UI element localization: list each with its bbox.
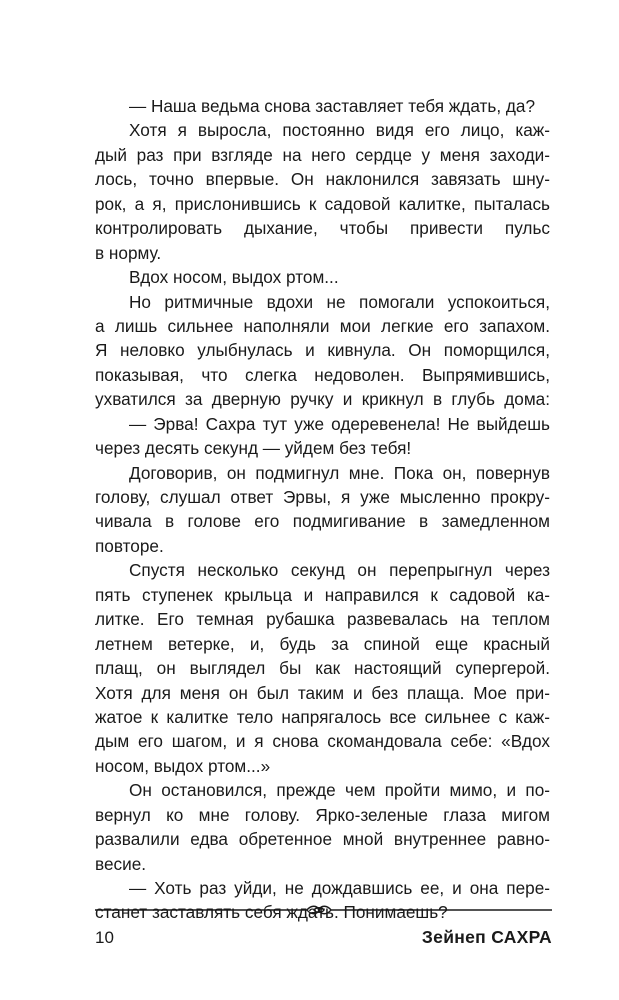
- text-line: — Эрва! Сахра тут уже одеревенела! Не выйдешь: [129, 413, 550, 434]
- text-line: контролировать дыхание, чтобы привести пульс: [95, 218, 550, 239]
- text-line: станет заставлять себя ждать. Понимаешь?: [95, 902, 448, 923]
- text-line: ухватился за дверную ручку и крикнул в глубь дома:: [95, 389, 550, 410]
- text-line: Договорив, он подмигнул мне. Пока он, повернув: [129, 462, 550, 483]
- text-line: вернул ко мне голову. Ярко-зеленые глаза мигом: [95, 804, 550, 825]
- text-line: рок, а я, прислонившись к садовой калитке, пыталась: [95, 193, 550, 214]
- text-line: летнем ветерке, и, будь за спиной еще красный: [95, 633, 550, 654]
- text-line: голову, слушал ответ Эрвы, я уже мысленно прокру-: [95, 487, 550, 507]
- text-line: развалили едва обретенное мной внутреннее равно-: [95, 829, 550, 850]
- text-line: Он остановился, прежде чем пройти мимо, и по-: [129, 780, 550, 801]
- text-line: весие.: [95, 853, 147, 874]
- text-line: Я неловко улыбнулась и кивнула. Он поморщился,: [95, 340, 550, 361]
- text-line: — Хоть раз уйди, не дождавшись ее, и она пере-: [129, 878, 550, 898]
- text-line: жатое к калитке тело напрягалось все сильнее с каж-: [95, 706, 550, 727]
- text-line: показывая, что слегка недоволен. Выпрямившись,: [95, 364, 550, 385]
- text-line: носом, выдох ртом...»: [95, 755, 271, 776]
- text-line: дым его шагом, и я снова скомандовала себе: «Вдох: [95, 731, 550, 752]
- text-line: Хотя я выросла, постоянно видя его лицо, каж-: [129, 120, 550, 141]
- text-line: лось, точно впервые. Он наклонился завязать шну-: [95, 169, 550, 190]
- text-line: повторе.: [95, 535, 164, 556]
- text-line: литке. Его темная рубашка развевалась на теплом: [95, 609, 550, 630]
- text-line: дый раз при взгляде на него сердце у меня заходи-: [95, 144, 550, 165]
- running-head: Зейнеп САХРА: [421, 927, 552, 947]
- text-line: пять ступенек крыльца и направился к садовой ка-: [95, 584, 550, 605]
- text-line: Вдох носом, выдох ртом...: [129, 267, 339, 288]
- text-line: Хотя для меня он был таким и без плаща. Мое при-: [95, 682, 550, 703]
- text-line: плащ, он выглядел бы как настоящий супергерой.: [95, 658, 550, 679]
- body-text: [95, 94, 550, 925]
- text-line: а лишь сильнее наполняли мои легкие его запахом.: [95, 315, 550, 336]
- text-line: в норму.: [95, 242, 162, 263]
- text-line: — Наша ведьма снова заставляет тебя ждать, да?: [129, 96, 536, 116]
- text-line: через десять секунд — уйдем без тебя!: [95, 438, 412, 459]
- page-number: 10: [95, 928, 114, 947]
- text-line: Спустя несколько секунд он перепрыгнул через: [129, 560, 550, 581]
- text-line: чивала в голове его подмигивание в замедленном: [95, 511, 550, 532]
- text-line: Но ритмичные вдохи не помогали успокоиться,: [129, 291, 550, 312]
- double-loop-ornament-icon: [307, 906, 331, 914]
- footer-rule: [95, 902, 552, 918]
